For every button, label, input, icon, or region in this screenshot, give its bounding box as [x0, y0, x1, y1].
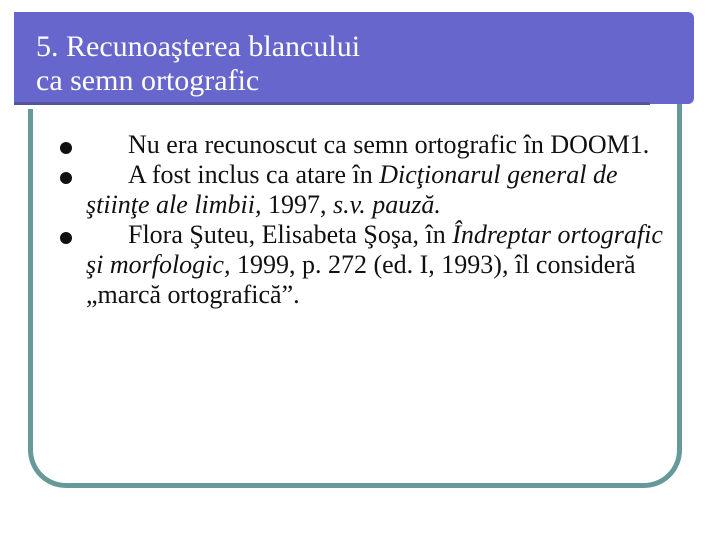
bullet-dot-icon — [60, 232, 72, 244]
title-underline — [14, 105, 650, 109]
bullet-dot-icon — [60, 172, 72, 184]
bullet-2-text-b: 1997, — [261, 190, 333, 219]
bullet-3-text-b: 1999, p. 272 (ed. I, 1993), îl consideră „marcă ortografică”. — [86, 250, 636, 309]
bullet-list — [60, 130, 680, 310]
title-line-1: 5. Recunoaşterea blancului — [36, 30, 361, 63]
title-banner — [14, 12, 694, 104]
bullet-2-sv: s.v. pauză. — [333, 190, 441, 219]
bullet-1-text: Nu era recunoscut ca semn ortografic în DOOM1. — [128, 130, 650, 159]
slide-title — [36, 30, 360, 98]
bullet-2-text-a: A fost inclus ca atare în — [128, 160, 380, 189]
bullet-3-text-a: Flora Şuteu, Elisabeta Şoşa, în — [128, 220, 453, 249]
bullet-item-1 — [60, 130, 680, 160]
bullet-dot-icon — [60, 142, 72, 154]
bullet-3-book-title: Îndreptar ortografic şi morfologic, — [86, 220, 663, 279]
bullet-2-dictionary-title: Dicţionarul general de ştiinţe ale limbii, — [86, 160, 618, 219]
title-line-2: ca semn ortografic — [36, 64, 260, 97]
bullet-item-2 — [60, 160, 680, 220]
bullet-item-3 — [60, 220, 680, 310]
